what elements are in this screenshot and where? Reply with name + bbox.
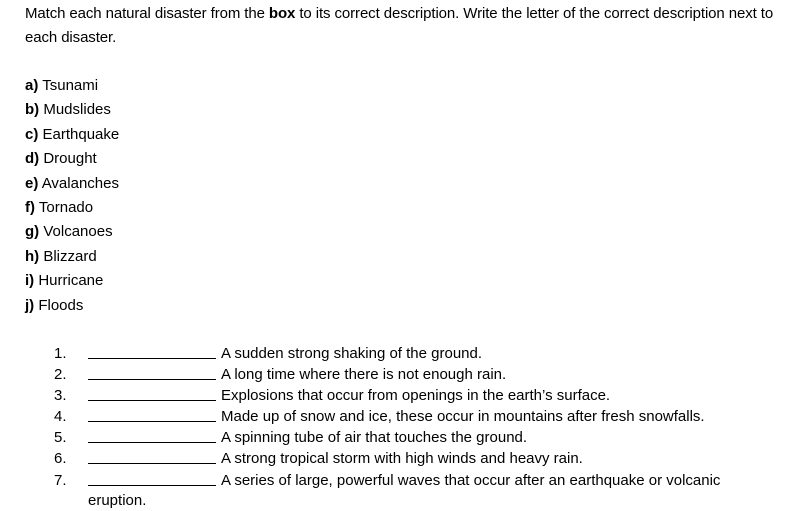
question-description: A spinning tube of air that touches the ground.	[221, 429, 528, 447]
disaster-option	[25, 269, 119, 293]
disaster-option	[25, 172, 119, 196]
answer-blank[interactable]	[88, 485, 216, 486]
question-number: 2.	[54, 366, 67, 384]
question-7-continuation: eruption.	[88, 492, 147, 509]
option-name: Earthquake	[42, 125, 120, 143]
disaster-option	[25, 123, 119, 147]
question-description: Explosions that occur from openings in the earth’s surface.	[221, 387, 611, 405]
question-number: 7.	[54, 471, 67, 489]
option-letter: e)	[25, 174, 39, 192]
question-description: A long time where there is not enough rain.	[221, 366, 507, 384]
answer-blank[interactable]	[88, 358, 216, 359]
option-name: Floods	[38, 296, 84, 314]
option-letter: h)	[25, 247, 40, 265]
question-description: A strong tropical storm with high winds and heavy rain.	[221, 450, 583, 468]
option-name: Mudslides	[43, 101, 111, 119]
option-name: Drought	[43, 150, 97, 168]
option-name: Avalanches	[41, 174, 119, 192]
question-number: 3.	[54, 387, 67, 405]
answer-blank[interactable]	[88, 442, 216, 443]
question-number: 1.	[54, 345, 67, 362]
option-letter: d)	[25, 150, 40, 168]
answer-blank[interactable]	[88, 421, 216, 422]
option-name: Tsunami	[42, 77, 99, 94]
disaster-option	[25, 74, 119, 98]
option-letter: i)	[25, 272, 35, 290]
instructions-bold-word: box	[268, 5, 296, 22]
instructions	[25, 2, 795, 50]
disaster-options-list	[25, 74, 119, 318]
option-name: Volcanoes	[43, 223, 113, 241]
instructions-text-1: Match each natural disaster from the	[25, 5, 269, 22]
option-letter: c)	[25, 125, 39, 143]
disaster-option	[25, 98, 119, 122]
disaster-option	[25, 147, 119, 171]
question-number: 6.	[54, 450, 67, 468]
option-name: Blizzard	[43, 247, 97, 265]
option-name: Hurricane	[38, 272, 104, 290]
answer-blank[interactable]	[88, 400, 216, 401]
disaster-option	[25, 196, 119, 220]
option-name: Tornado	[38, 198, 94, 216]
question-description: Made up of snow and ice, these occur in mountains after fresh snowfalls.	[221, 408, 705, 426]
option-letter: f)	[25, 198, 35, 216]
option-letter: a)	[25, 77, 39, 94]
option-letter: g)	[25, 223, 40, 241]
question-description: A sudden strong shaking of the ground.	[221, 345, 483, 362]
question-description: A series of large, powerful waves that occur after an earthquake or volcanic	[221, 471, 721, 489]
answer-blank[interactable]	[88, 379, 216, 380]
disaster-option	[25, 220, 119, 244]
instructions-text-2: to its correct description. Write the letter of the correct description next to each disaster.	[25, 5, 774, 46]
question-number: 5.	[54, 429, 67, 447]
disaster-option	[25, 294, 119, 318]
option-letter: b)	[25, 101, 40, 119]
disaster-option	[25, 245, 119, 269]
question-number: 4.	[54, 408, 67, 426]
answer-blank[interactable]	[88, 463, 216, 464]
option-letter: j)	[25, 296, 35, 314]
